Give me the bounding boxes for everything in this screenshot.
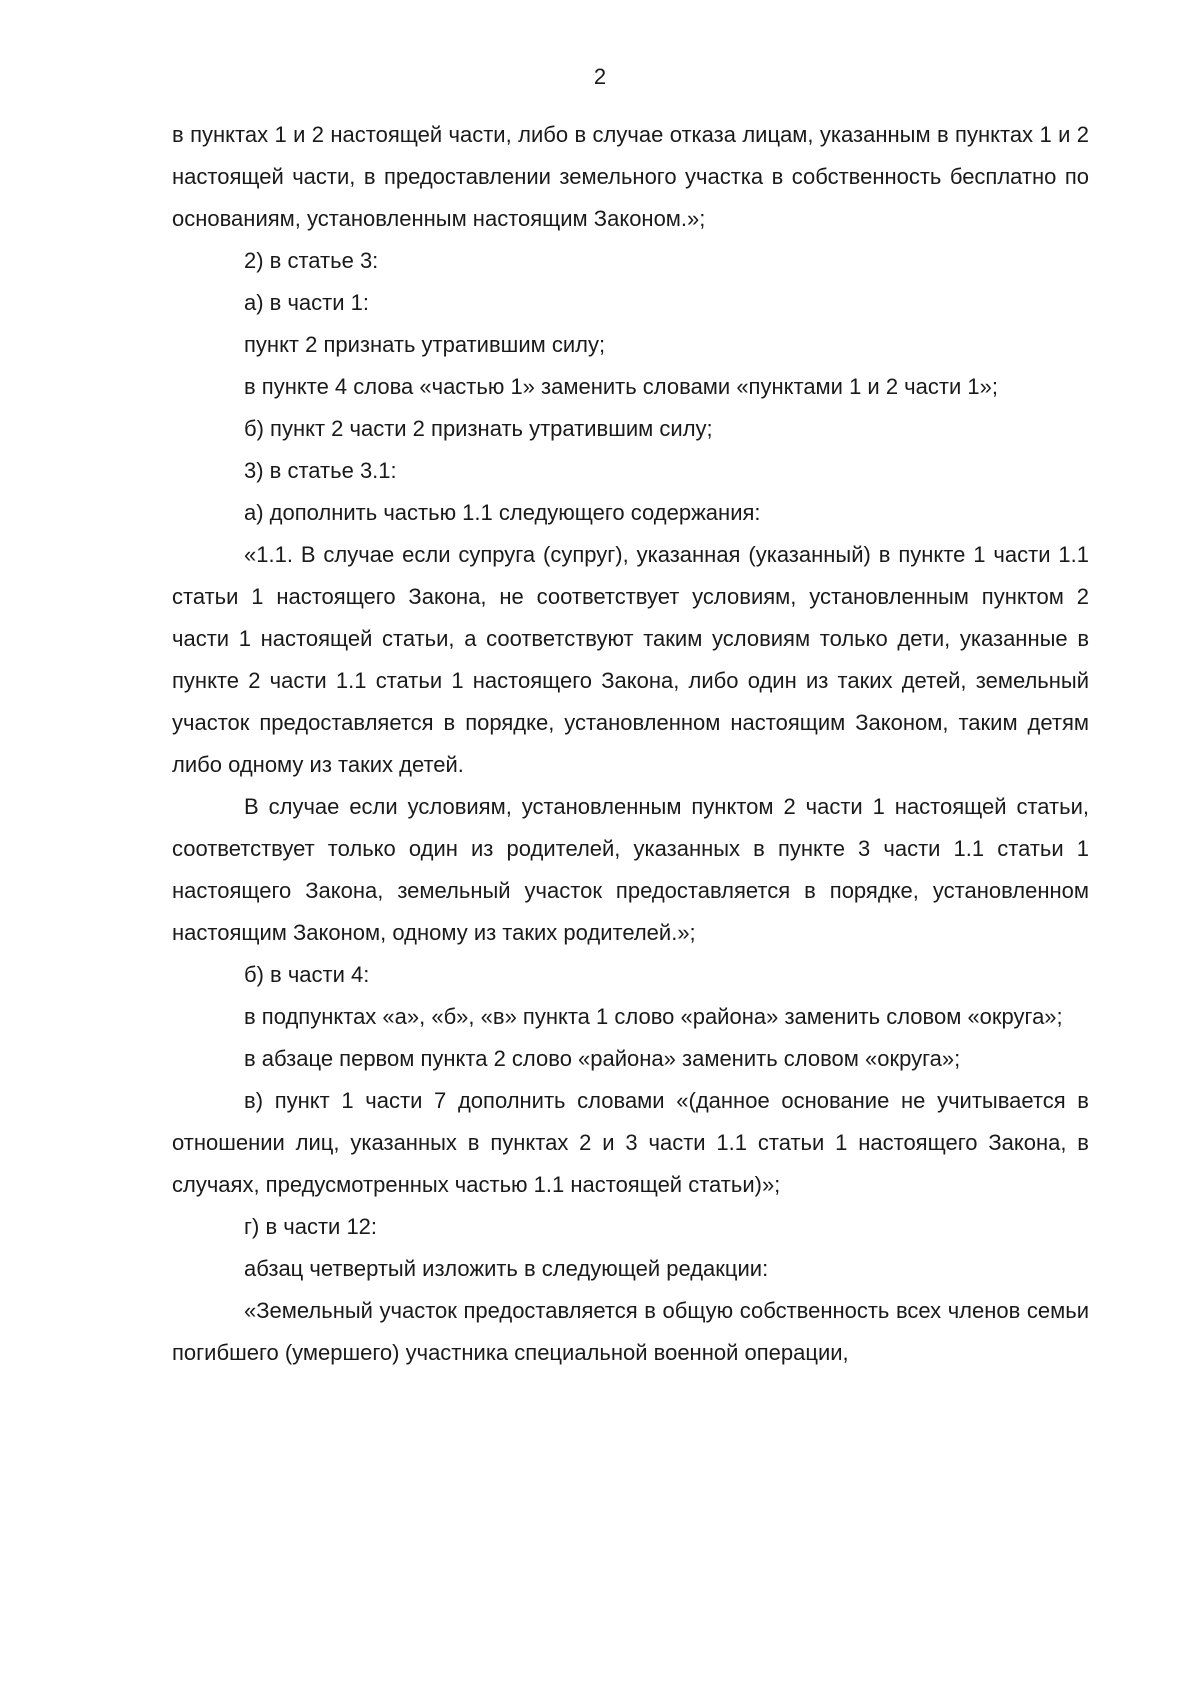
- paragraph-12: в подпунктах «а», «б», «в» пункта 1 слово «района» заменить словом «округа»;: [244, 1004, 1063, 1029]
- paragraph-13: в абзаце первом пункта 2 слово «района» заменить словом «округа»;: [244, 1046, 961, 1071]
- paragraph-16: абзац четвертый изложить в следующей редакции:: [244, 1256, 769, 1281]
- paragraph-5: в пункте 4 слова «частью 1» заменить словами «пунктами 1 и 2 части 1»;: [244, 374, 998, 399]
- paragraph-8: а) дополнить частью 1.1 следующего содержания:: [244, 500, 761, 525]
- paragraph-9: «1.1. В случае если супруга (супруг), указанная (указанный) в пункте 1 части 1.1 статьи 1 настоящего Закона, не соответствует условиям, установленным пунктом 2 части 1 настоящей статьи, а соответствуют таким условиям только дети, указанные в пункте 2 части 1.1 статьи 1 настоящего Закона, либо один из таких детей, земельный участок предоставляется в порядке, установленном настоящим Законом, таким детям либо одному из таких детей.: [172, 542, 1089, 777]
- paragraph-1: в пунктах 1 и 2 настоящей части, либо в случае отказа лицам, указанным в пунктах 1 и 2 настоящей части, в предоставлении земельного участка в собственность бесплатно по основаниям, установленным настоящим Законом.»;: [172, 122, 1089, 231]
- paragraph-14: в) пункт 1 части 7 дополнить словами «(данное основание не учитывается в отношении лиц, указанных в пунктах 2 и 3 части 1.1 статьи 1 настоящего Закона, в случаях, предусмотренных частью 1.1 настоящей статьи)»;: [172, 1088, 1089, 1197]
- paragraph-11: б) в части 4:: [244, 962, 370, 987]
- paragraph-6: б) пункт 2 части 2 признать утратившим силу;: [244, 416, 713, 441]
- page-number: 2: [593, 64, 607, 89]
- paragraph-2: 2) в статье 3:: [244, 248, 379, 273]
- document-body: [172, 114, 1089, 1374]
- paragraph-17: «Земельный участок предоставляется в общую собственность всех членов семьи погибшего (умершего) участника специальной военной операции,: [172, 1298, 1089, 1365]
- paragraph-7: 3) в статье 3.1:: [244, 458, 397, 483]
- paragraph-15: г) в части 12:: [244, 1214, 378, 1239]
- paragraph-10: В случае если условиям, установленным пунктом 2 части 1 настоящей статьи, соответствует только один из родителей, указанных в пункте 3 части 1.1 статьи 1 настоящего Закона, земельный участок предоставляется в порядке, установленном настоящим Законом, одному из таких родителей.»;: [172, 794, 1089, 945]
- paragraph-3: а) в части 1:: [244, 290, 369, 315]
- paragraph-4: пункт 2 признать утратившим силу;: [244, 332, 606, 357]
